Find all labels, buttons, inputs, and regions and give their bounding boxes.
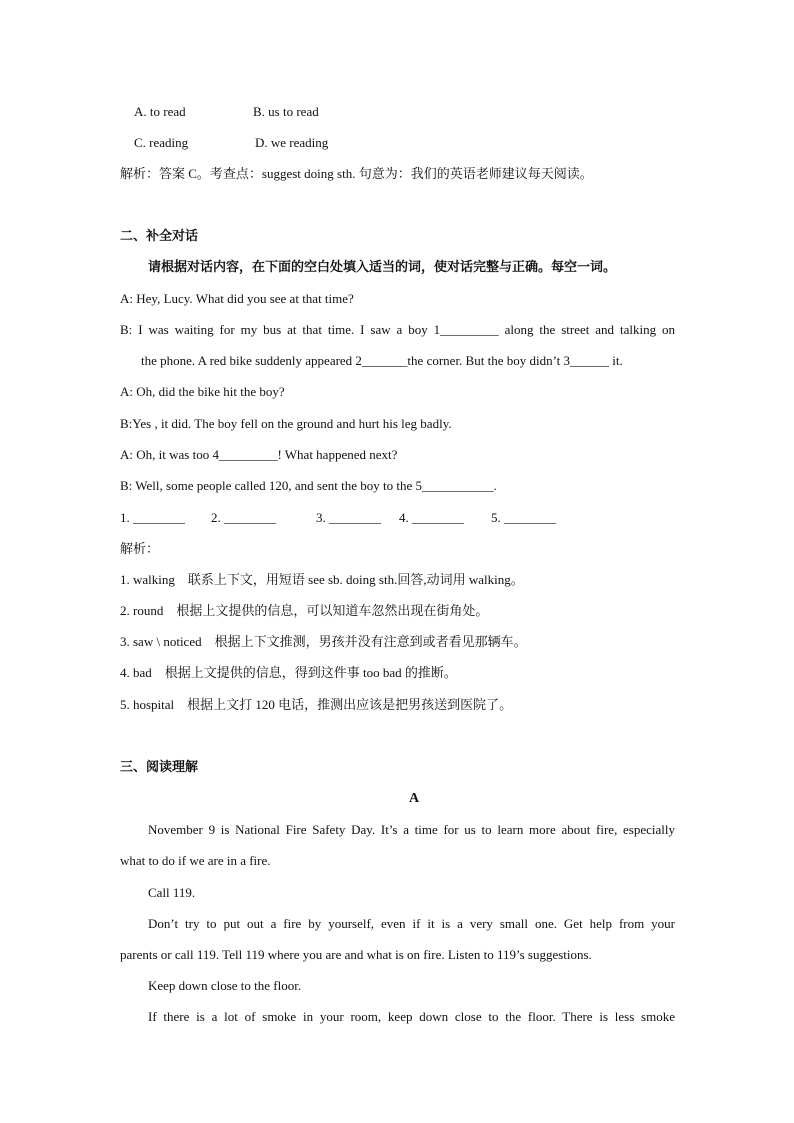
- passage-p1-line2: what to do if we are in a fire.: [120, 853, 271, 868]
- section2-analysis-label: 解析：: [120, 541, 160, 556]
- blank-2: 2. ________: [211, 510, 276, 525]
- answer-1: 1. walking 联系上下文，用短语 see sb. doing sth.回答,动词用 walking。: [120, 572, 524, 587]
- dialogue-line-7: B: Well, some people called 120, and sent the boy to the 5___________.: [120, 478, 497, 493]
- section3-heading: 三、阅读理解: [120, 760, 199, 775]
- dialogue-line-3: the phone. A red bike suddenly appeared 2_______the corner. But the boy didn’t 3______ it.: [141, 353, 623, 368]
- blank-4: 4. ________: [399, 510, 464, 525]
- section2-instruction: 请根据对话内容，在下面的空白处填入适当的词，使对话完整与正确。每空一词。: [148, 260, 617, 275]
- answer-2: 2. round 根据上文提供的信息，可以知道车忽然出现在街角处。: [120, 603, 489, 618]
- answer-5: 5. hospital 根据上文打 120 电话，推测出应该是把男孩送到医院了。: [120, 697, 513, 712]
- dialogue-line-6: A: Oh, it was too 4_________! What happened next?: [120, 447, 398, 462]
- answer-4: 4. bad 根据上文提供的信息，得到这件事 too bad 的推断。: [120, 665, 457, 680]
- passage-p5-line1: If there is a lot of smoke in your room, keep down close to the floor. There is less smoke: [148, 1009, 675, 1024]
- blank-3: 3. ________: [316, 510, 381, 525]
- passage-p3-line2: parents or call 119. Tell 119 where you are and what is on fire. Listen to 119’s suggestions.: [120, 947, 592, 962]
- option-b: B. us to read: [253, 104, 319, 119]
- passage-p2: Call 119.: [148, 885, 196, 900]
- blank-5: 5. ________: [491, 510, 556, 525]
- section2-heading: 二、补全对话: [120, 229, 199, 244]
- blank-1: 1. ________: [120, 510, 185, 525]
- dialogue-line-1: A: Hey, Lucy. What did you see at that time?: [120, 291, 354, 306]
- mc-analysis: 解析：答案 C。考查点：suggest doing sth. 句意为：我们的英语老师建议每天阅读。: [120, 166, 593, 181]
- option-d: D. we reading: [255, 135, 329, 150]
- dialogue-line-5: B:Yes , it did. The boy fell on the ground and hurt his leg badly.: [120, 416, 452, 431]
- answer-3: 3. saw \ noticed 根据上下文推测，男孩并没有注意到或者看见那辆车。: [120, 634, 527, 649]
- option-c: C. reading: [134, 135, 189, 150]
- passage-p1-line1: November 9 is National Fire Safety Day. It’s a time for us to learn more about fire, especially: [148, 822, 675, 837]
- passage-p4: Keep down close to the floor.: [148, 978, 302, 993]
- dialogue-line-2: B: I was waiting for my bus at that time. I saw a boy 1_________ along the street and talking on: [120, 322, 675, 337]
- passage-title: A: [409, 791, 420, 806]
- option-a: A. to read: [134, 104, 186, 119]
- dialogue-line-4: A: Oh, did the bike hit the boy?: [120, 384, 285, 399]
- passage-p3-line1: Don’t try to put out a fire by yourself, even if it is a very small one. Get help from your: [148, 916, 675, 931]
